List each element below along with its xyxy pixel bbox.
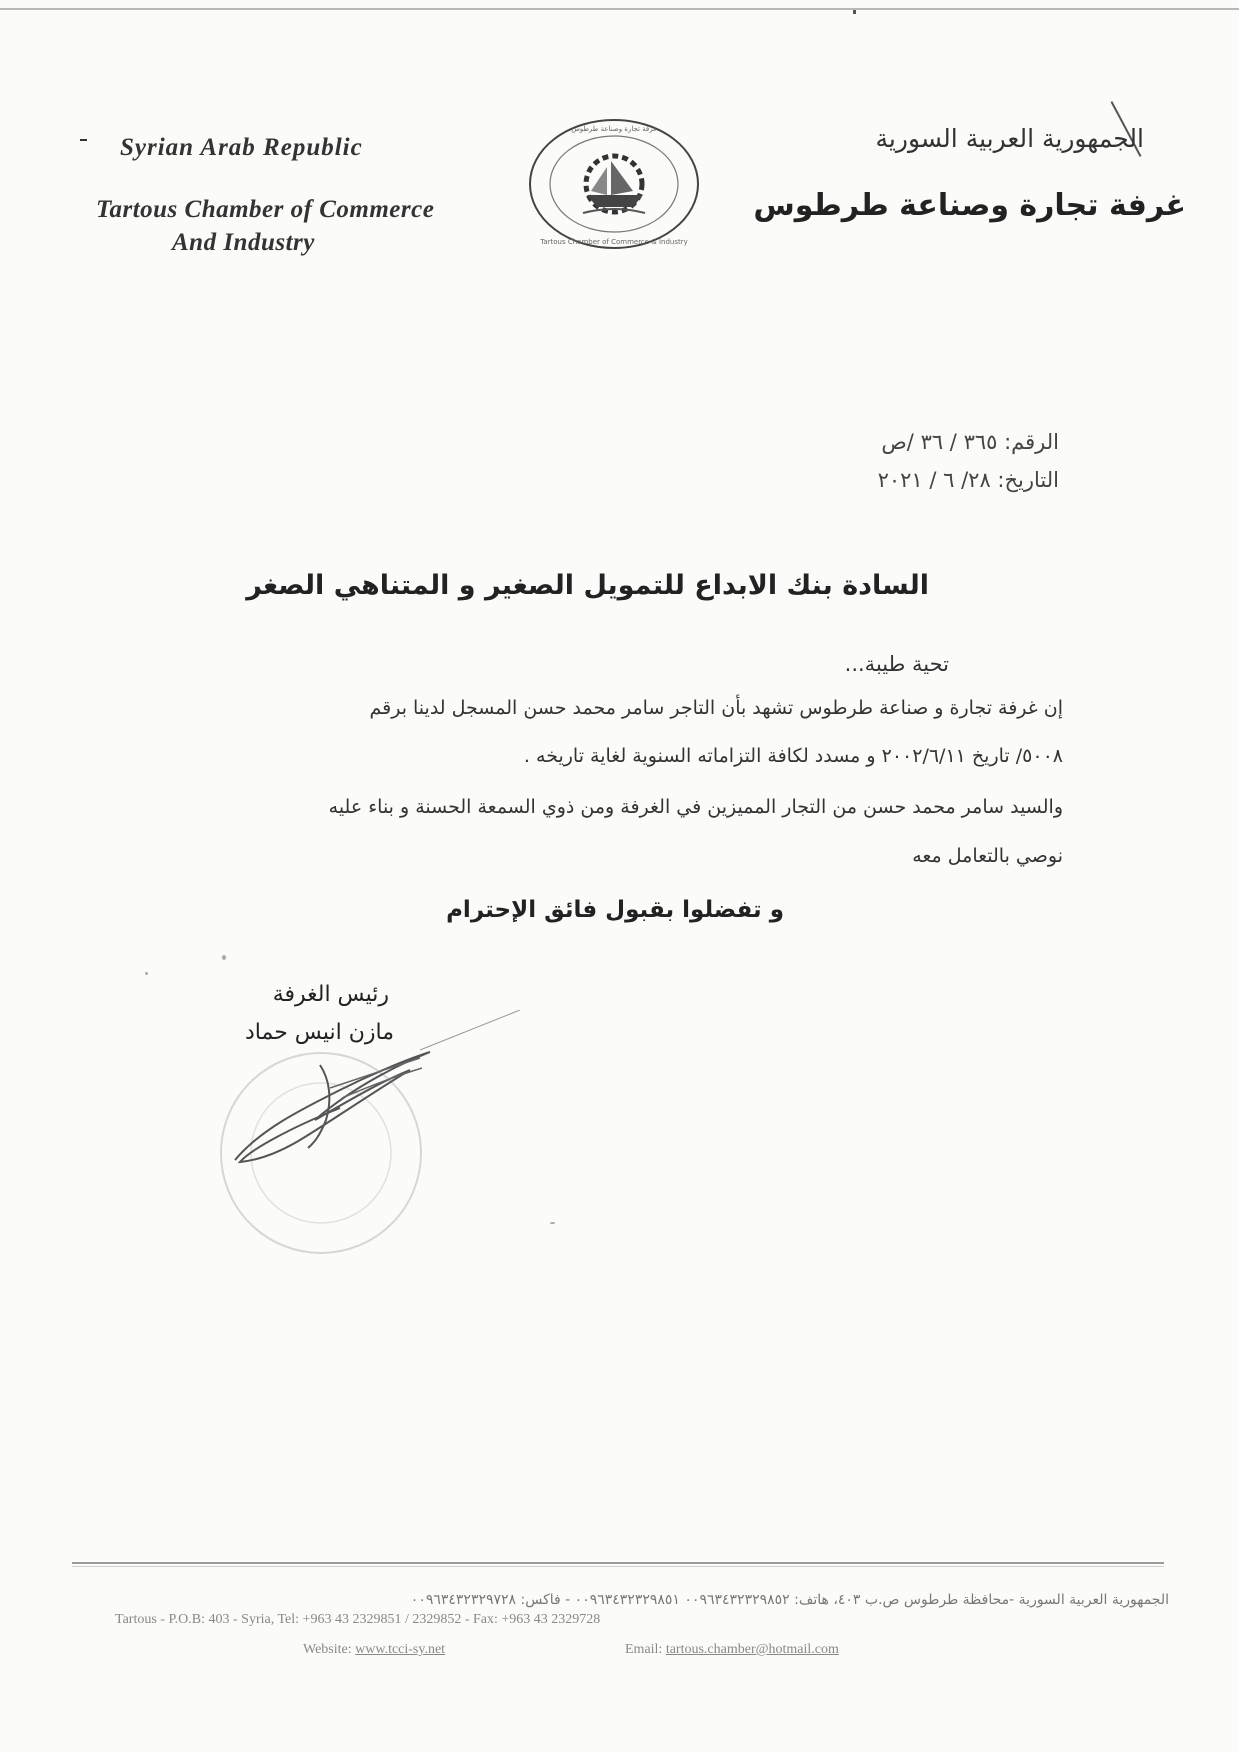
header-en-country: Syrian Arab Republic [120,134,363,161]
footer-website-link[interactable]: www.tcci-sy.net [355,1642,446,1657]
scan-speck [145,972,148,975]
footer-en-contact: Tartous - P.O.B: 403 - Syria, Tel: +963 43 2329851 / 2329852 - Fax: +963 43 2329728 [115,1612,601,1627]
footer-website-label: Website: [303,1642,352,1657]
recipient-line: السادة بنك الابداع للتمويل الصغير و المتناهي الصغر [246,570,929,601]
header-ar-country: الجمهورية العربية السورية [875,124,1144,153]
footer-website [303,1642,445,1658]
logo-lettering: غرفة تجارة وصناعة طرطوس [571,125,657,133]
header-dash [80,139,87,141]
header-ar-chamber: غرفة تجارة وصناعة طرطوس [753,188,1186,223]
reference-date: التاريخ: ٢٨/ ٦ / ٢٠٢١ [877,468,1059,492]
greeting: تحية طيبة... [844,652,949,676]
header-en-industry: And Industry [172,229,315,256]
top-mark [853,10,856,14]
svg-text:Tartous Chamber of Commerce &: Tartous Chamber of Commerce & Industry [540,238,688,246]
top-scan-line [0,8,1239,10]
footer-rule-thin [72,1566,1164,1567]
scan-speck [222,955,226,960]
signatory-name: مازن انيس حماد [245,1020,394,1045]
body-line-1: إن غرفة تجارة و صناعة طرطوس تشهد بأن التاجر سامر محمد حسن المسجل لدينا برقم [369,697,1063,719]
body-line-3: والسيد سامر محمد حسن من التجار المميزين في الغرفة ومن ذوي السمعة الحسنة و بناء عليه [328,796,1063,818]
header-en-chamber: Tartous Chamber of Commerce [96,196,435,223]
closing-line: و تفضلوا بقبول فائق الإحترام [446,897,784,923]
footer-email [625,1642,839,1658]
handwritten-signature [220,1010,540,1210]
footer-email-label: Email: [625,1642,663,1657]
scan-speck [550,1222,555,1224]
reference-number: الرقم: ٣٦٥ / ٣٦ /ص [881,430,1059,454]
chamber-logo [527,117,702,252]
footer-ar-contact: الجمهورية العربية السورية -محافظة طرطوس ص.ب ٤٠٣، هاتف: ٠٠٩٦٣٤٣٢٣٢٩٨٥٢ ٠٠٩٦٣٤٣٢٣٢٩٨٥١ - فاكس: ٠٠٩٦٣٤٣٢٣٢٩٧٢٨ [410,1592,1169,1608]
footer-rule [72,1562,1164,1564]
footer-email-link[interactable]: tartous.chamber@hotmail.com [665,1642,839,1657]
signatory-title: رئيس الغرفة [272,982,389,1007]
body-line-4: نوصي بالتعامل معه [912,845,1063,867]
body-line-2: ٥٠٠٨/ تاريخ ٢٠٠٢/٦/١١ و مسدد لكافة التزاماته السنوية لغاية تاريخه . [523,745,1063,767]
